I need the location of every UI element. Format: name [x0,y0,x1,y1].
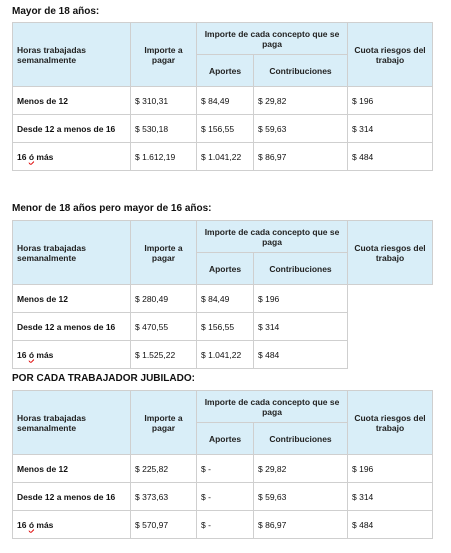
cell-amount: $ 1.612,19 [131,143,197,171]
header-risk: Cuota riesgos del trabajo [348,391,433,455]
cell-aportes: $ - [197,511,254,539]
section-title-retired: POR CADA TRABAJADOR JUBILADO: [12,373,195,384]
hours-suffix: más [34,151,54,162]
cell-risk: $ 314 [348,483,433,511]
cell-amount: $ 570,97 [131,511,197,539]
table-row [13,483,433,511]
header-hours: Horas trabajadas semanalmente [13,391,131,455]
header-concept-group: Importe de cada concepto que se paga [197,391,348,423]
cell-risk: $ 196 [348,455,433,483]
table-row [13,87,433,115]
table-retired [12,390,433,539]
cell-contribuciones: $ 86,97 [254,143,348,171]
table-row [13,341,433,369]
hours-prefix: 16 [17,151,29,162]
cell-contribuciones: $ 86,97 [254,511,348,539]
cell-risk: $ 196 [348,87,433,115]
header-risk: Cuota riesgos del trabajo [348,221,433,285]
cell-amount: $ 1.525,22 [131,341,197,369]
cell-hours [13,511,131,539]
header-concept-group: Importe de cada concepto que se paga [197,23,348,55]
cell-aportes: $ 156,55 [197,115,254,143]
cell-hours [13,341,131,369]
table-adults [12,22,433,171]
table-row [13,313,433,341]
header-amount: Importe a pagar [131,391,197,455]
cell-aportes: $ 1.041,22 [197,143,254,171]
header-aportes: Aportes [197,253,254,285]
header-contribuciones: Contribuciones [254,55,348,87]
cell-aportes: $ - [197,455,254,483]
cell-hours: Desde 12 a menos de 16 [13,483,131,511]
header-aportes: Aportes [197,423,254,455]
cell-contribuciones: $ 59,63 [254,115,348,143]
header-contribuciones: Contribuciones [254,253,348,285]
spellcheck-word: ó [28,519,35,530]
header-hours: Horas trabajadas semanalmente [13,23,131,87]
cell-contribuciones: $ 196 [254,285,348,313]
cell-contribuciones: $ 484 [254,341,348,369]
table-row [13,115,433,143]
cell-hours: Desde 12 a menos de 16 [13,313,131,341]
cell-contribuciones: $ 29,82 [254,455,348,483]
cell-hours: Menos de 12 [13,455,131,483]
cell-amount: $ 470,55 [131,313,197,341]
table-row [13,285,433,313]
cell-hours: Desde 12 a menos de 16 [13,115,131,143]
cell-amount: $ 225,82 [131,455,197,483]
cell-risk: $ 314 [348,115,433,143]
table-row [13,455,433,483]
cell-aportes: $ 1.041,22 [197,341,254,369]
header-amount: Importe a pagar [131,23,197,87]
header-hours: Horas trabajadas semanalmente [13,221,131,285]
cell-contribuciones: $ 314 [254,313,348,341]
table-minors [12,220,433,369]
cell-hours: Menos de 12 [13,285,131,313]
cell-risk: $ 484 [348,511,433,539]
empty-cell [348,341,433,369]
cell-amount: $ 280,49 [131,285,197,313]
cell-contribuciones: $ 29,82 [254,87,348,115]
spellcheck-word: ó [28,349,35,360]
spellcheck-word: ó [28,151,35,162]
cell-risk: $ 484 [348,143,433,171]
cell-hours: Menos de 12 [13,87,131,115]
header-risk: Cuota riesgos del trabajo [348,23,433,87]
cell-contribuciones: $ 59,63 [254,483,348,511]
table-row [13,511,433,539]
hours-suffix: más [34,519,54,530]
table-row [13,143,433,171]
cell-aportes: $ 84,49 [197,285,254,313]
cell-aportes: $ 84,49 [197,87,254,115]
header-contribuciones: Contribuciones [254,423,348,455]
cell-hours [13,143,131,171]
section-title-minors: Menor de 18 años pero mayor de 16 años: [12,203,212,214]
cell-amount: $ 530,18 [131,115,197,143]
empty-cell [348,313,433,341]
header-aportes: Aportes [197,55,254,87]
hours-prefix: 16 [17,349,29,360]
cell-aportes: $ - [197,483,254,511]
section-title-adults: Mayor de 18 años: [12,6,100,17]
header-amount: Importe a pagar [131,221,197,285]
hours-prefix: 16 [17,519,29,530]
cell-amount: $ 373,63 [131,483,197,511]
hours-suffix: más [34,349,54,360]
header-concept-group: Importe de cada concepto que se paga [197,221,348,253]
empty-cell [348,285,433,313]
cell-amount: $ 310,31 [131,87,197,115]
cell-aportes: $ 156,55 [197,313,254,341]
